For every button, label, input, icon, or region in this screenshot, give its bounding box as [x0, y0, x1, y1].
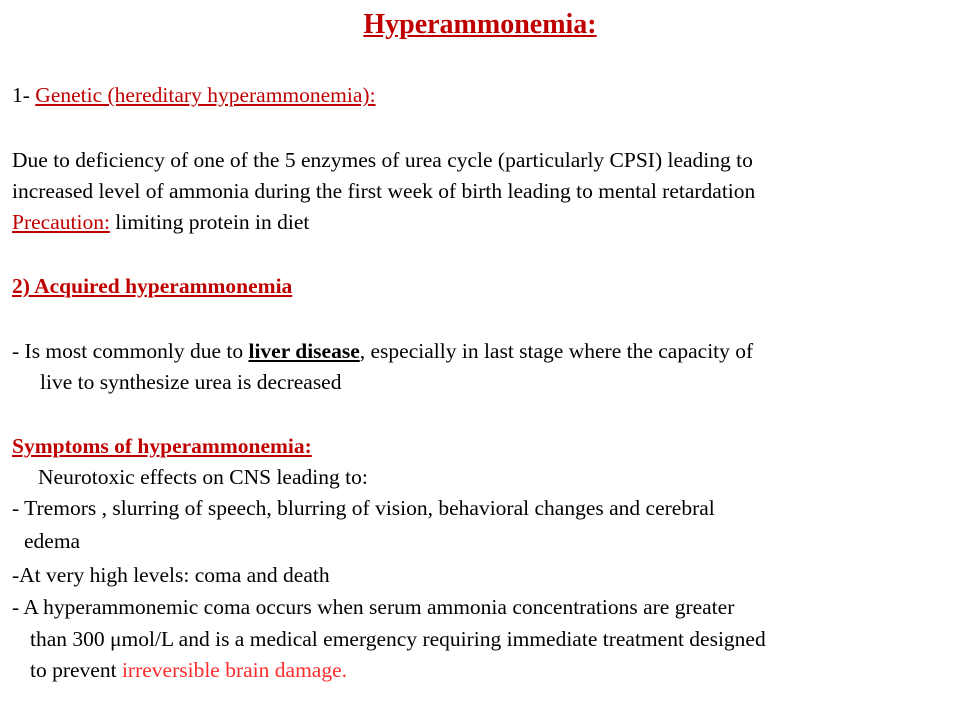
section2-body-line2: live to synthesize urea is decreased [40, 370, 342, 394]
precaution-text: limiting protein in diet [115, 210, 310, 234]
section1-heading-line [12, 82, 376, 108]
section2-body-line1 [12, 338, 753, 364]
symptom-bullet3-line2: than 300 μmol/L and is a medical emergency requiring immediate treatment designed [30, 627, 766, 651]
precaution-label: Precaution: [12, 210, 110, 234]
section2-suffix: , especially in last stage where the capacity of [359, 339, 754, 363]
symptom-bullet1-line2: edema [24, 529, 81, 553]
section2-prefix: - Is most commonly due to [12, 339, 244, 363]
symptoms-heading: Symptoms of hyperammonemia: [12, 434, 312, 458]
symptom-bullet2: -At very high levels: coma and death [12, 563, 330, 587]
bullet3-prefix: to prevent [30, 658, 117, 682]
liver-disease-emphasis: liver disease [248, 339, 360, 363]
brain-damage-text: irreversible brain damage. [121, 658, 347, 682]
symptom-bullet3-line1: - A hyperammonemic coma occurs when serum ammonia concentrations are greater [12, 595, 735, 619]
section1-body-line2: increased level of ammonia during the first week of birth leading to mental retardation [12, 179, 756, 203]
symptom-bullet1-line1: - Tremors , slurring of speech, blurring of vision, behavioral changes and cerebral [12, 496, 715, 520]
symptom-bullet3-line3 [30, 657, 347, 683]
symptoms-intro: Neurotoxic effects on CNS leading to: [38, 465, 368, 489]
precaution-line [12, 209, 309, 235]
section1-body-line1: Due to deficiency of one of the 5 enzymes of urea cycle (particularly CPSI) leading to [12, 148, 753, 172]
slide-title: Hyperammonemia: [363, 9, 597, 40]
section2-heading: 2) Acquired hyperammonemia [12, 274, 293, 298]
section1-heading: Genetic (hereditary hyperammonemia): [35, 83, 376, 107]
section1-number: 1- [12, 83, 30, 107]
